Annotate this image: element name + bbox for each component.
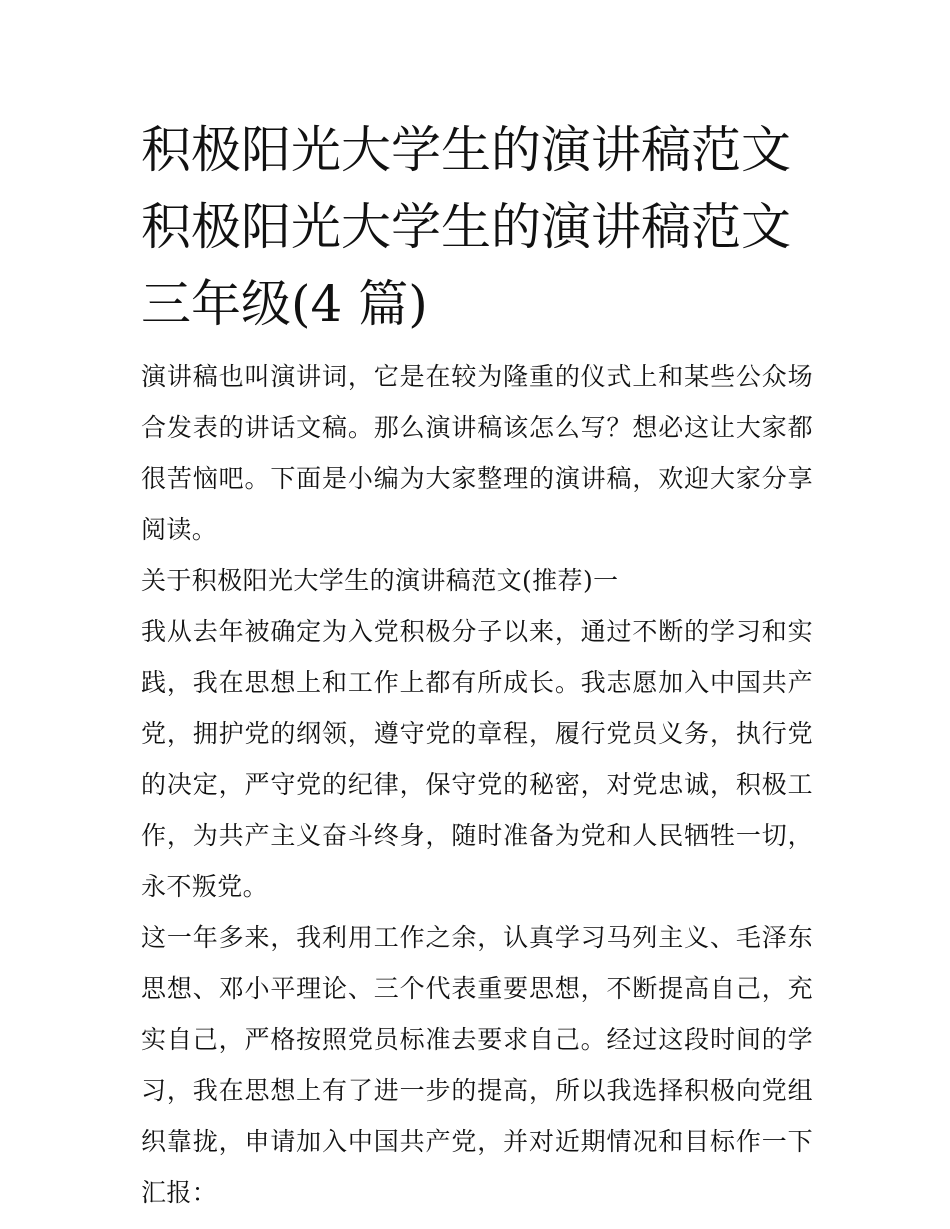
document-title [141,112,813,343]
title-line-2: 积极阳光大学生的演讲稿范文 [141,198,791,256]
intro-paragraph: 演讲稿也叫演讲词，它是在较为隆重的仪式上和某些公众场合发表的讲话文稿。那么演讲稿该怎么写？想必这让大家都很苦恼吧。下面是小编为大家整理的演讲稿，欢迎大家分享阅读。 [141,362,813,544]
body-paragraph-1: 我从去年被确定为入党积极分子以来，通过不断的学习和实践，我在思想上和工作上都有所成长。我志愿加入中国共产党，拥护党的纲领，遵守党的章程，履行党员义务，执行党的决定，严守党的纪律，保守党的秘密，对党忠诚，积极工作，为共产主义奋斗终身，随时准备为党和人民牺牲一切，永不叛党。 [141,617,813,901]
document-page [141,112,813,1218]
document-body [141,351,813,1218]
section-heading: 关于积极阳光大学生的演讲稿范文(推荐)一 [141,566,619,595]
body-paragraph-2: 这一年多来，我利用工作之余，认真学习马列主义、毛泽东思想、邓小平理论、三个代表重要思想，不断提高自己，充实自己，严格按照党员标准去要求自己。经过这段时间的学习，我在思想上有了进一步的提高，所以我选择积极向党组织靠拢，申请加入中国共产党，并对近期情况和目标作一下汇报： [141,923,813,1207]
title-line-3: 三年级(4 篇) [141,275,428,333]
title-line-1: 积极阳光大学生的演讲稿范文 [141,121,791,179]
